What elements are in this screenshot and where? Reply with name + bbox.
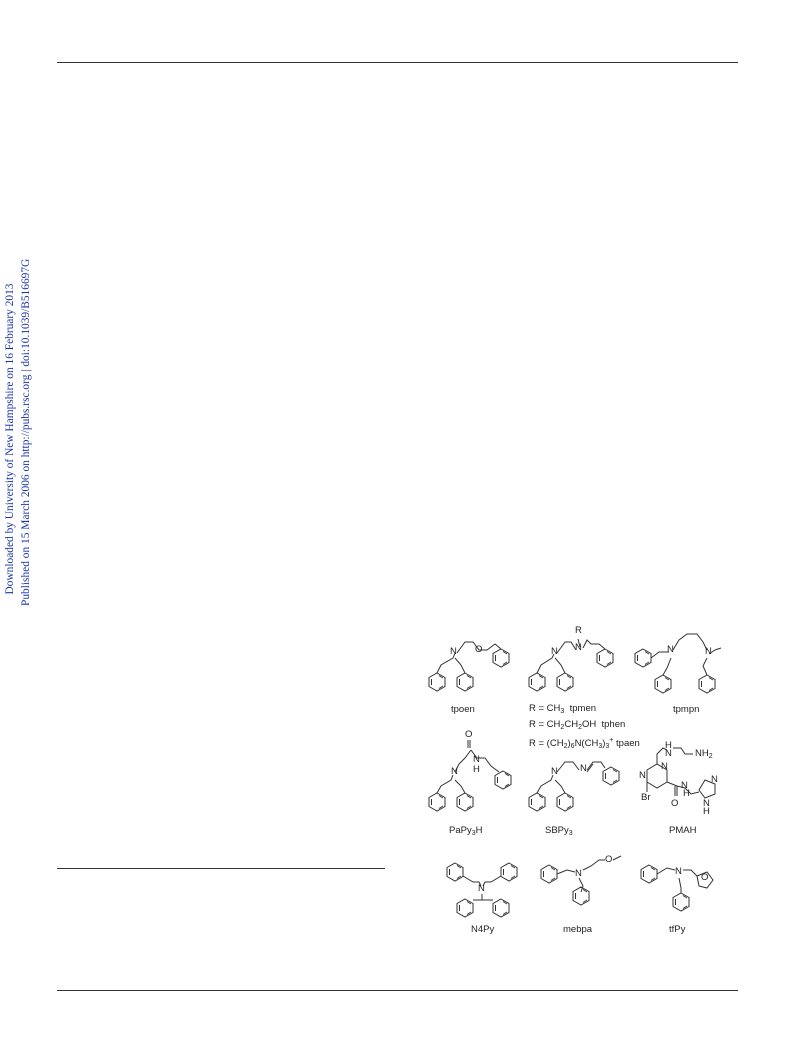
atom-h-label: H — [665, 740, 672, 751]
header-rule — [57, 62, 738, 63]
atom-h-label: H — [473, 764, 480, 775]
atom-n-label: N — [451, 766, 458, 777]
ligand-label-pmah: PMAH — [669, 825, 697, 836]
atom-n-label: N — [711, 774, 718, 785]
ligand-label-mebpa: mebpa — [563, 924, 593, 935]
atom-nh-label: N — [473, 754, 480, 765]
atom-n-label: N — [675, 866, 682, 877]
tpmen-structure — [529, 639, 613, 691]
atom-o-label: O — [701, 872, 709, 883]
ligand-label-tpmpn: tpmpn — [673, 704, 700, 715]
atom-n-label: N — [667, 644, 674, 655]
download-line: Downloaded by University of New Hampshire on 16 February 2013 — [4, 283, 16, 595]
atom-n-label: N — [575, 868, 582, 879]
tpmpn-structure — [635, 634, 721, 693]
atom-n-label: N — [681, 780, 688, 791]
atom-o-label: O — [671, 798, 679, 809]
sbpy3-structure — [529, 762, 619, 811]
published-line: Published on 15 March 2006 on http://pubs.rsc.org | doi:10.1039/B516697G — [20, 258, 32, 606]
atom-r-label: R — [575, 625, 582, 636]
ligand-label-tfpy: tfPy — [669, 924, 686, 935]
atom-br-label: Br — [641, 792, 651, 803]
atom-o-label: O — [465, 729, 473, 740]
tpmen-variants-list — [529, 702, 640, 753]
atom-n-label: N — [551, 766, 558, 777]
atom-nh2-label: $NH_2$ — [695, 748, 713, 760]
atom-n-label: N — [665, 748, 672, 759]
atom-o-label: O — [475, 644, 483, 655]
ligand-label-n4py: N4Py — [471, 924, 495, 935]
papy3h-structure — [429, 740, 511, 811]
variant-tpaen: $R = (CH_2)_6N(CH_3)_3^+$ tpaen — [529, 737, 640, 750]
atom-n-label: N — [705, 646, 712, 657]
variant-tphen: $R = CH_2CH_2OH$ tphen — [529, 719, 626, 731]
ligand-label-papy3h: PaPy$_3$H — [449, 825, 483, 837]
atom-o-label: O — [605, 854, 613, 865]
atom-h-label: H — [683, 788, 690, 799]
ligand-label-sbpy3: SBPy$_3$ — [545, 825, 573, 837]
atom-nh-label: N — [703, 798, 710, 809]
atom-n-label: N — [450, 646, 457, 657]
variant-tpmen: $R = CH_3$ tpmen — [529, 703, 597, 715]
ligand-scheme — [415, 620, 745, 945]
atom-n-label: N — [575, 642, 582, 653]
atom-n-label: N — [639, 770, 646, 781]
footer-rule — [57, 990, 738, 991]
ligand-structures — [415, 620, 745, 945]
atom-h-label: H — [703, 806, 710, 817]
atom-n-label: N — [661, 761, 668, 772]
tpoen-structure — [429, 642, 509, 691]
ligand-label-tpoen: tpoen — [451, 704, 475, 715]
atom-n-label: N — [551, 646, 558, 657]
download-watermark — [2, 258, 36, 606]
footnote-rule — [57, 868, 385, 869]
atom-n-label: N — [478, 883, 485, 894]
atom-n-label: N — [580, 763, 587, 774]
